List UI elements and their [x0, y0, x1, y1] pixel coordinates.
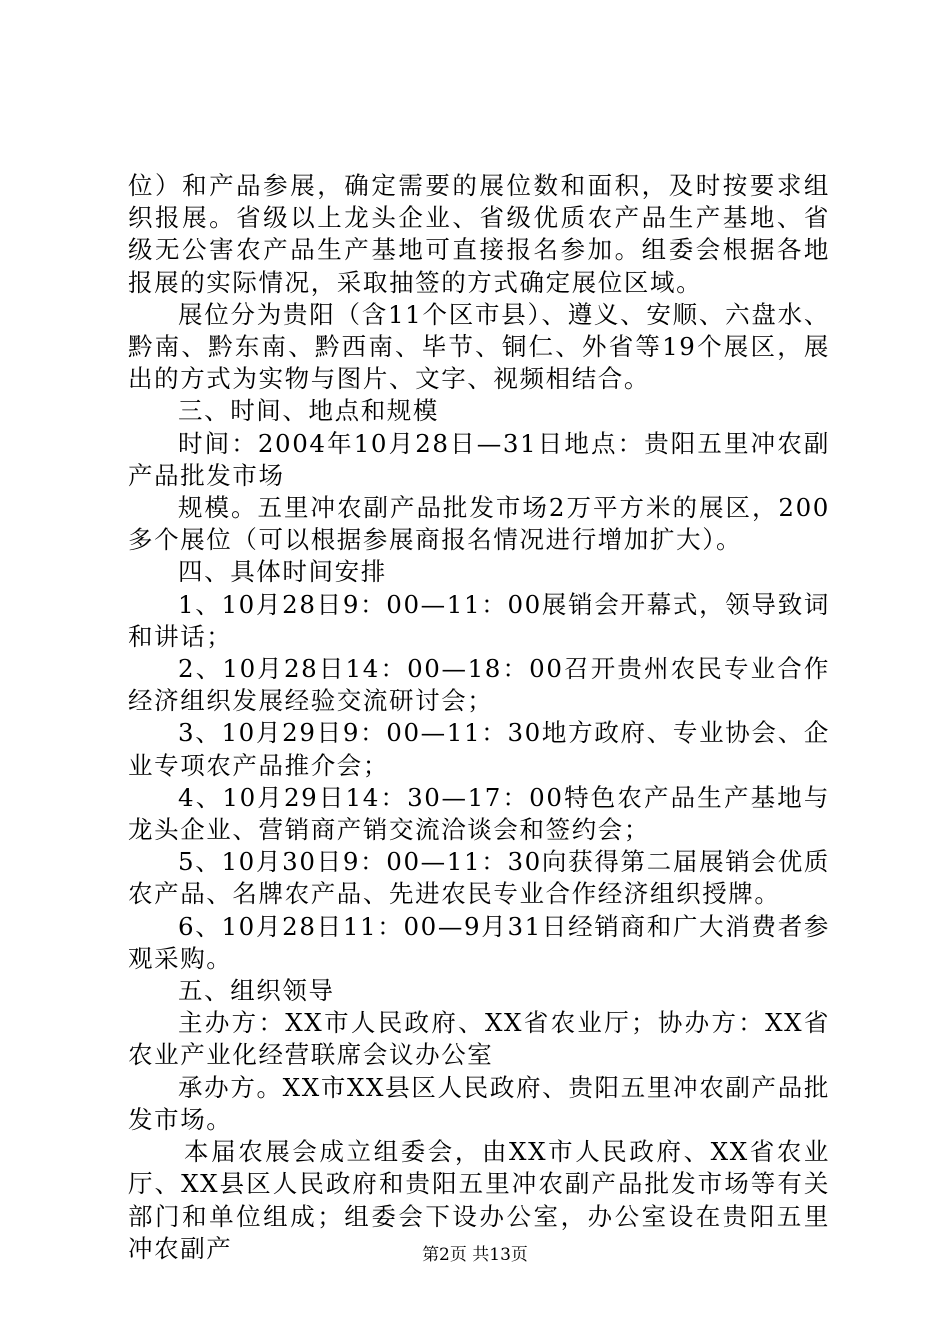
document-body — [128, 170, 830, 1265]
schedule-item-1: 1、10月28日9：00—11：00展销会开幕式，领导致词和讲话； — [128, 589, 830, 651]
paragraph-organizer: 承办方。XX市XX县区人民政府、贵阳五里冲农副产品批发市场。 — [128, 1072, 830, 1134]
paragraph-scale: 规模。五里冲农副产品批发市场2万平方米的展区，200多个展位（可以根据参展商报名情况进行增加扩大）。 — [128, 493, 830, 555]
schedule-item-4: 4、10月29日14：30—17：00特色农产品生产基地与龙头企业、营销商产销交流洽谈会和签约会； — [128, 782, 830, 845]
paragraph-participation: 位）和产品参展，确定需要的展位数和面积，及时按要求组织报展。省级以上龙头企业、省级优质农产品生产基地、省级无公害农产品生产基地可直接报名参加。组委会根据各地报展的实际情况，采取抽签的方式确定展位区域。 — [128, 171, 830, 297]
paragraph-exhibition-areas: 展位分为贵阳（含11个区市县）、遵义、安顺、六盘水、黔南、黔东南、黔西南、毕节、铜仁、外省等19个展区，展出的方式为实物与图片、文字、视频相结合。 — [128, 299, 830, 394]
paragraph-time-place: 时间：2004年10月28日—31日地点：贵阳五里冲农副产品批发市场 — [128, 428, 830, 490]
heading-schedule: 四、具体时间安排 — [178, 557, 387, 587]
page-number-footer: 第2页 共13页 — [422, 1245, 528, 1265]
schedule-item-5: 5、10月30日9：00—11：30向获得第二届展销会优质农产品、名牌农产品、先进农民专业合作经济组织授牌。 — [128, 847, 830, 909]
schedule-item-2: 2、10月28日14：00—18：00召开贵州农民专业合作经济组织发展经验交流研讨会； — [128, 654, 830, 716]
paragraph-committee: 本届农展会成立组委会，由XX市人民政府、XX省农业厅、XX县区人民政府和贵阳五里冲农副产品批发市场等有关部门和单位组成；组委会下设办公室，办公室设在贵阳五里冲农副产 — [128, 1137, 830, 1263]
paragraph-host: 主办方：XX市人民政府、XX省农业厅；协办方：XX省农业产业化经营联席会议办公室 — [128, 1008, 830, 1070]
schedule-item-3: 3、10月29日9：00—11：30地方政府、专业协会、企业专项农产品推介会； — [128, 718, 830, 780]
heading-time-place-scale: 三、时间、地点和规模 — [178, 396, 439, 426]
heading-organization: 五、组织领导 — [178, 976, 335, 1006]
schedule-item-6: 6、10月28日11：00—9月31日经销商和广大消费者参观采购。 — [128, 911, 830, 973]
